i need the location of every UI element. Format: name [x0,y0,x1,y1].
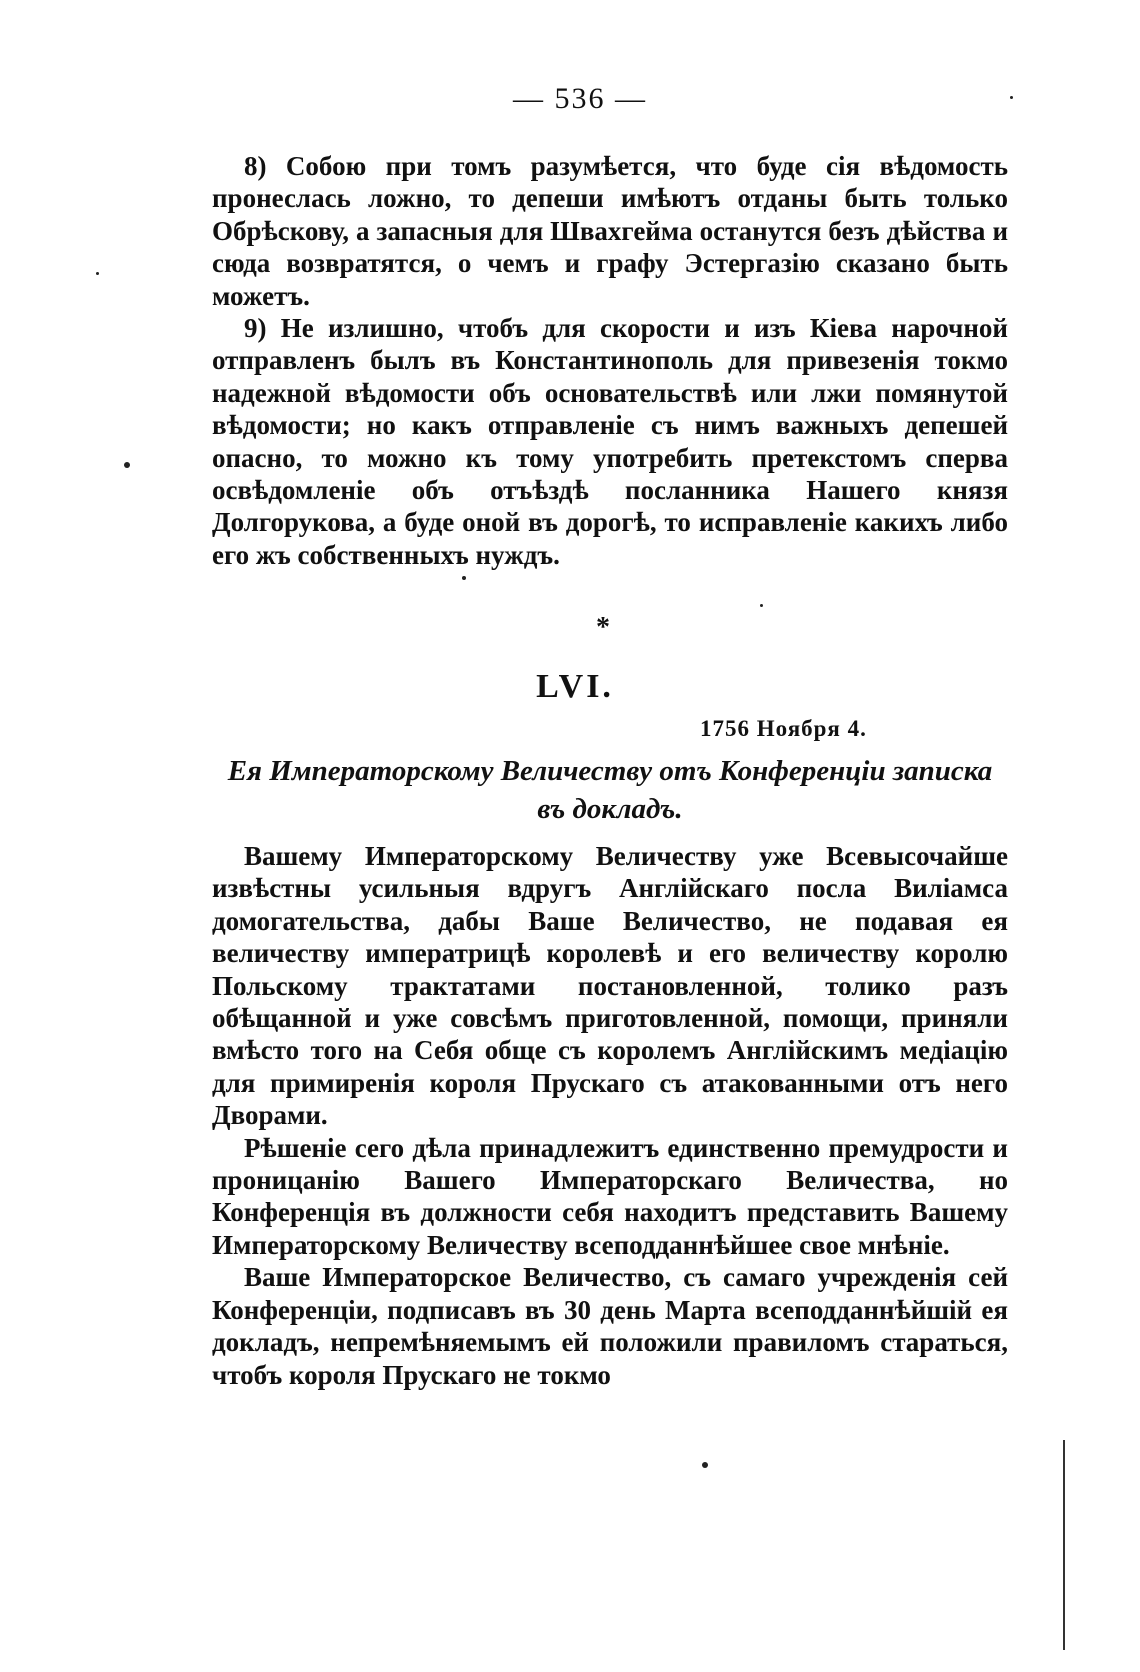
document-title: Ея Императорскому Величеству отъ Конференціи записка въ докладъ. [227,755,993,825]
print-speck [96,272,99,275]
paragraph-9: 9) Не излишно, чтобъ для скорости и изъ Кіева нарочной отправленъ былъ въ Константинополь для привезенія токмо надежной вѣдомости объ основательствѣ или лжи помянутой вѣдомости; но какъ отправленіе съ нимъ важныхъ депешей опасно, то можно къ тому употребить претекстомъ сперва освѣдомленіе объ отъѣздѣ посланника Нашего князя Долгорукова, а буде оной въ дорогѣ, то исправленіе какихъ либо его жъ собственныхъ нуждъ. [212,313,1008,570]
paragraph-3: Ваше Императорское Величество, съ самаго учрежденія сей Конференціи, подписавъ въ 30 день Марта всеподданнѣйшій ея докладъ, непремѣняемымъ ей положили правиломъ стараться, чтобъ короля Прускаго не токмо [212,1262,1008,1390]
paragraph-1: Вашему Императорскому Величеству уже Всевысочайше извѣстны усильныя вдругъ Англійскаго посла Виліамса домогательства, дабы Ваше Величество, не подавая ея величеству императрицѣ королевѣ и его величеству королю Польскому трактатами постановленной, толико разъ обѣщанной и уже совсѣмъ приготовленной, помощи, приняли вмѣсто того на Себя обще съ королемъ Англійскимъ медіацію для примиренія короля Прускаго съ атакованными отъ него Дворами. [212,841,1008,1131]
section-separator: * [596,612,610,643]
print-speck [462,576,466,580]
print-speck [702,1462,708,1468]
section-one [212,150,1008,571]
margin-rule [1063,1440,1065,1650]
print-speck [1010,96,1013,99]
print-speck [124,462,130,468]
document-number: LVI. [536,668,614,705]
paragraph-8: 8) Собою при томъ разумѣется, что буде сія вѣдомость пронеслась ложно, то депеши имѣютъ отданы быть только Обрѣскову, а запасныя для Швахгейма останутся безъ дѣйства и сюда возвратятся, о чемъ и графу Эстергазію сказано быть можетъ. [212,151,1008,311]
section-two [212,840,1008,1391]
document-date: 1756 Ноября 4. [700,716,867,741]
print-speck [760,604,763,607]
page-number: — 536 — [513,82,647,115]
paragraph-2: Рѣшеніе сего дѣла принадлежитъ единственно премудрости и проницанію Вашего Императорскаго Величества, но Конференція въ должности себя находитъ представить Вашему Императорскому Величеству всеподданнѣйшее свое мнѣніе. [212,1132,1008,1260]
